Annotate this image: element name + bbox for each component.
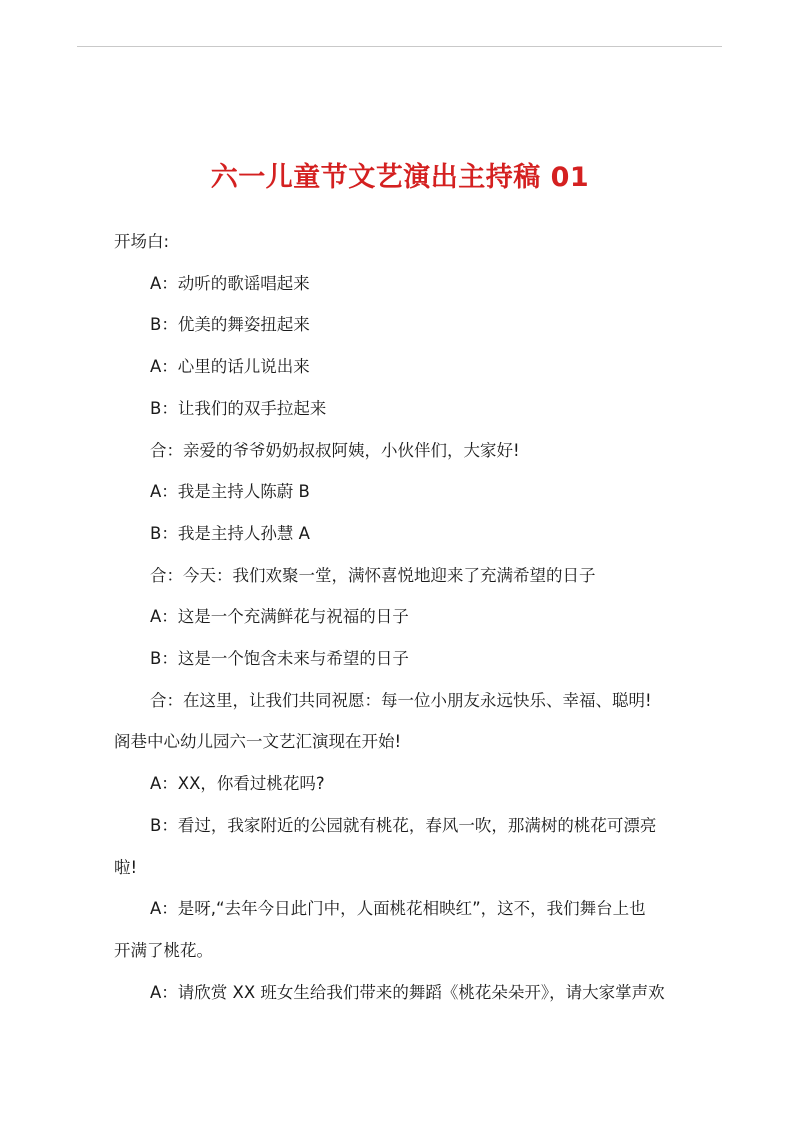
script-line: B：这是一个饱含未来与希望的日子: [150, 649, 409, 669]
script-line: A：XX，你看过桃花吗?: [150, 774, 325, 794]
script-line: A：动听的歌谣唱起来: [150, 273, 310, 293]
document-title: 六一儿童节文艺演出主持稿 01: [210, 162, 590, 194]
script-line: 合：今天：我们欢聚一堂，满怀喜悦地迎来了充满希望的日子: [150, 565, 596, 585]
script-line-continuation: 阁巷中心幼儿园六一文艺汇演现在开始!: [114, 732, 402, 752]
script-line-continuation: 开满了桃花。: [114, 940, 213, 960]
section-heading: 开场白:: [114, 232, 170, 251]
script-line: B：看过，我家附近的公园就有桃花，春风一吹，那满树的桃花可漂亮: [150, 815, 657, 835]
script-line-continuation: 啦!: [114, 857, 138, 877]
script-line: A：是呀,“去年今日此门中，人面桃花相映红”，这不，我们舞台上也: [150, 899, 646, 919]
script-line: 合：在这里，让我们共同祝愿：每一位小朋友永远快乐、幸福、聪明!: [150, 690, 652, 710]
script-line: B：优美的舞姿扭起来: [150, 315, 310, 335]
script-line: B：我是主持人孙慧 A: [150, 523, 310, 543]
script-line: A：请欣赏 XX 班女生给我们带来的舞蹈《桃花朵朵开》，请大家掌声欢: [150, 982, 665, 1002]
script-line: A：我是主持人陈蔚 B: [150, 482, 310, 502]
header-divider: [77, 46, 722, 47]
script-line: 合：亲爱的爷爷奶奶叔叔阿姨，小伙伴们，大家好!: [150, 440, 520, 460]
document-body: [114, 221, 726, 1013]
script-line: B：让我们的双手拉起来: [150, 398, 327, 418]
script-line: A：心里的话儿说出来: [150, 357, 310, 377]
script-line: A：这是一个充满鲜花与祝福的日子: [150, 607, 409, 627]
